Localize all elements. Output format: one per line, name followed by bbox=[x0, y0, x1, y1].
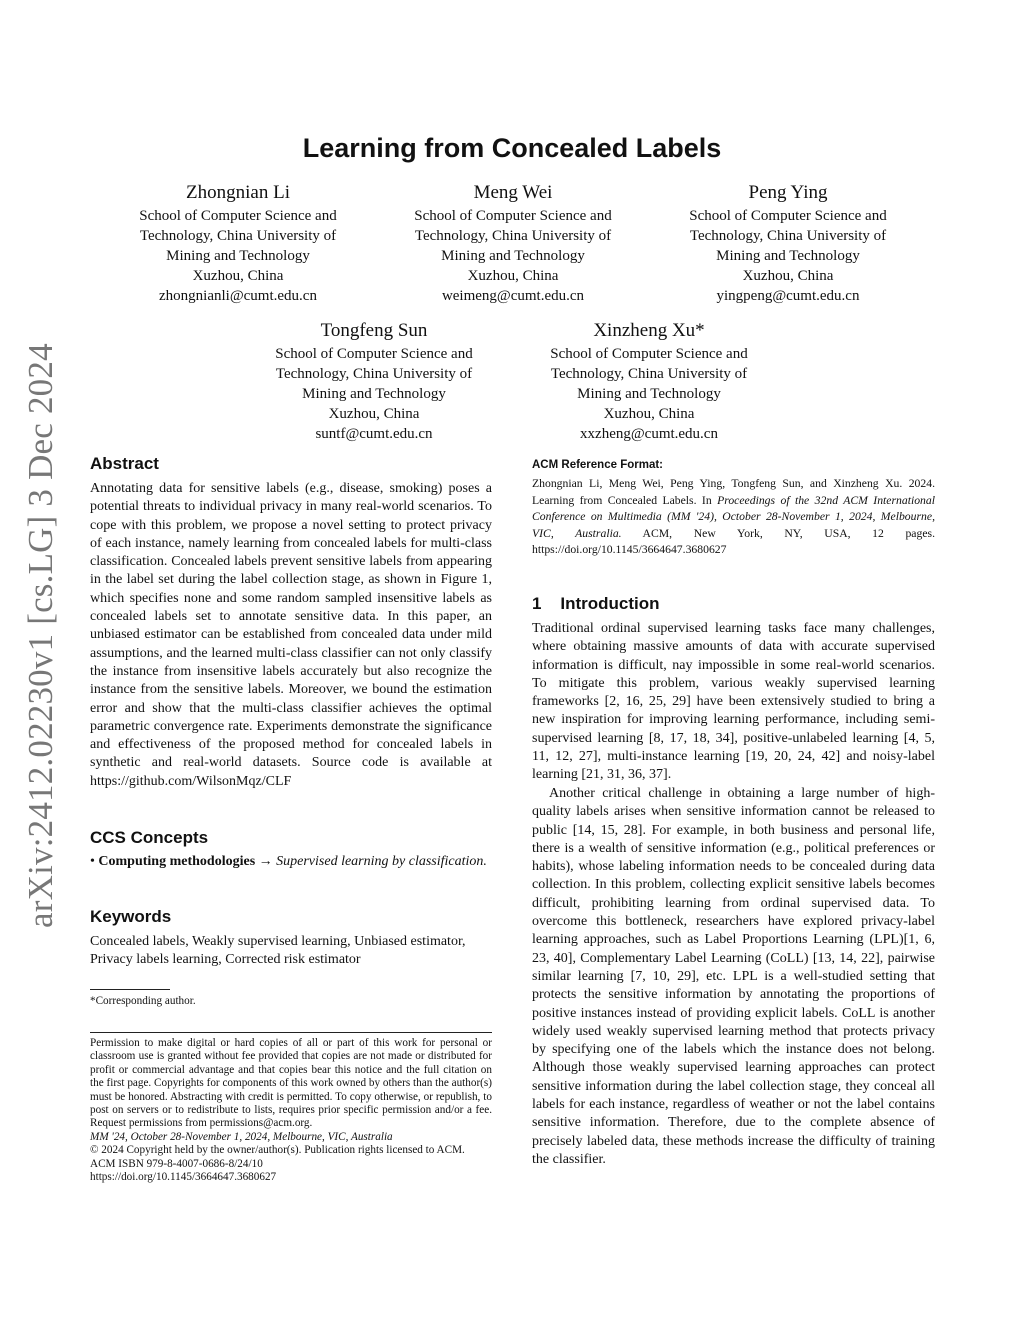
author-affiliation: Technology, China University of bbox=[414, 228, 612, 244]
acm-ref-text bbox=[532, 476, 935, 559]
keywords-heading: Keywords bbox=[90, 907, 172, 926]
footnote-divider bbox=[90, 989, 170, 990]
ccs-concepts bbox=[90, 853, 492, 871]
author-affiliation: School of Computer Science and bbox=[414, 208, 612, 224]
author-affiliation: Mining and Technology bbox=[441, 248, 585, 264]
author-affiliation: Mining and Technology bbox=[166, 248, 310, 264]
venue: MM '24, October 28-November 1, 2024, Melbourne, VIC, Australia bbox=[90, 1130, 393, 1143]
acm-ref-authors: Zhongnian Li, Meng Wei, Peng Ying, Tongfeng Sun, and Xinzheng Xu. 2024. Learning from Concealed Labels. In bbox=[532, 477, 935, 507]
author-affiliation: School of Computer Science and bbox=[139, 208, 337, 224]
ccs-subcategory: Supervised learning by classification. bbox=[276, 854, 487, 869]
author-affiliation: School of Computer Science and bbox=[689, 208, 887, 224]
intro-paragraph-2: Another critical challenge in obtaining a large number of high-quality labels arises when sensitive information cannot be released to public [14, 15, 28]. For example, in both business and personal life, there is a wealth of sensitive information (e.g., political preferences or habits), whose labeling information needs to be concealed during data collection. In this problem, collecting explicit sensitive labels becomes difficult, prohibiting learning from ordinal supervised data. To overcome this bottleneck, researchers have explored privacy-label learning approaches, such as Label Proportions Learning (LPL)[1, 6, 23, 40], Complementary Label Learning (CoLL) [13, 14, 22], pairwise similar learning [7, 10, 29], etc. LPL is a well-studied setting that protects the sensitive information by annotating the proportions of positive instances instead of providing explicit labels. CoLL is another widely used weakly supervised learning method that protects privacy by specifying one of the labels which the instance does not belong. Although those weakly supervised learning approaches can protect sensitive information during the label collection stage, they conceal all labels for each instance, regardless of weather or not the label contains sensitive information. Therefore, due to the complete absence of precisely labeled data, these methods increase the difficulty of training the classifier. bbox=[532, 786, 935, 1167]
acm-ref-heading: ACM Reference Format: bbox=[532, 459, 663, 471]
author-affiliation: Mining and Technology bbox=[716, 248, 860, 264]
author-city: Xuzhou, China bbox=[742, 268, 834, 284]
author-name: Meng Wei bbox=[473, 182, 553, 203]
author-email[interactable]: suntf@cumt.edu.cn bbox=[315, 426, 433, 442]
author-affiliation: Technology, China University of bbox=[275, 366, 473, 382]
author-email[interactable]: weimeng@cumt.edu.cn bbox=[441, 288, 585, 304]
acm-ref-proceedings: Proceedings of the 32nd ACM International Conference on Multimedia (MM '24), October 28-November 1, 2024, Melbourne, VIC, Australia. bbox=[532, 493, 935, 540]
intro-heading: 1 Introduction bbox=[532, 594, 660, 613]
author-city: Xuzhou, China bbox=[328, 406, 420, 422]
author-affiliation: Mining and Technology bbox=[302, 386, 446, 402]
author-affiliation: School of Computer Science and bbox=[275, 346, 473, 362]
author-name: Peng Ying bbox=[748, 182, 828, 203]
author-city: Xuzhou, China bbox=[192, 268, 284, 284]
author-block bbox=[524, 318, 774, 444]
author-affiliation: Technology, China University of bbox=[689, 228, 887, 244]
abstract-heading: Abstract bbox=[90, 454, 159, 473]
ccs-category: Computing methodologies bbox=[98, 854, 256, 869]
ccs-heading: CCS Concepts bbox=[90, 828, 209, 847]
permission-text: Permission to make digital or hard copies of all or part of this work for personal or classroom use is granted without fee provided that copies are not made or distributed for profit or commercial advantage and that copies bear this notice and the full citation on the first page. Copyrights for components of this work owned by others than the author(s) must be honored. Abstracting with credit is permitted. To copy otherwise, or republish, to post on servers or to redistribute to lists, requires prior specific permission and/or a fee. Request permissions from permissions@acm.org. bbox=[90, 1037, 492, 1130]
author-affiliation: Mining and Technology bbox=[577, 386, 721, 402]
venue-line bbox=[90, 1131, 492, 1144]
author-block bbox=[388, 180, 638, 306]
author-city: Xuzhou, China bbox=[467, 268, 559, 284]
author-email[interactable]: xxzheng@cumt.edu.cn bbox=[580, 426, 718, 442]
abstract-text: Annotating data for sensitive labels (e.g., disease, smoking) poses a potential threats to individual privacy in many real-world scenarios. To cope with this problem, we propose a novel setting to protect privacy of each instance, namely learning from concealed labels for multi-class classification. Concealed labels prevent sensitive labels from appearing in the label set during the label collection stage, as shown in Figure 1, which specifies none and some random sampled insensitive labels as concealed labels set to annotate sensitive data. In this paper, an unbiased estimator can be established from concealed data under mild assumptions, and the learned multi-class classifier can not only classify the instance from insensitive labels accurately but also recognize the instance from the sensitive labels. Moreover, we bound the estimation error and show that the multi-class classifier achieves the optimal parametric convergence rate. Experiments demonstrate the significance and effectiveness of the proposed method for concealed labels in synthetic and real-world datasets. Source code is available at https://github.com/WilsonMqz/CLF bbox=[90, 481, 492, 789]
intro-paragraph-1: Traditional ordinal supervised learning tasks face many challenges, where obtaining massive amounts of data with accurate supervised information is difficult, nay impossible in some real-world scenarios. To mitigate this problem, various weakly supervised learning frameworks [2, 16, 25, 29] have been extensively studied to bring a new inspiration for improving learning performance, including semi-supervised learning [8, 17, 18, 34], positive-unlabeled learning [4, 5, 11, 12, 27], multi-instance learning [19, 20, 24, 42] and noisy-label learning [21, 31, 36, 37]. bbox=[532, 621, 935, 783]
ccs-arrow: → bbox=[255, 854, 277, 869]
author-email[interactable]: yingpeng@cumt.edu.cn bbox=[716, 288, 860, 304]
keywords-text: Concealed labels, Weakly supervised learning, Unbiased estimator, Privacy labels learning, Corrected risk estimator bbox=[90, 934, 466, 968]
author-email[interactable]: zhongnianli@cumt.edu.cn bbox=[159, 288, 317, 304]
author-block bbox=[249, 318, 499, 444]
author-block bbox=[113, 180, 363, 306]
author-affiliation: School of Computer Science and bbox=[550, 346, 748, 362]
acm-ref-publisher: ACM, New York, NY, USA, 12 pages. https://doi.org/10.1145/3664647.3680627 bbox=[532, 526, 935, 556]
author-affiliation: Technology, China University of bbox=[139, 228, 337, 244]
author-city: Xuzhou, China bbox=[603, 406, 695, 422]
author-block bbox=[663, 180, 913, 306]
arxiv-identifier: arXiv:2412.02230v1 [cs.LG] 3 Dec 2024 bbox=[21, 343, 60, 928]
isbn-line: ACM ISBN 979-8-4007-0686-8/24/10 bbox=[90, 1157, 263, 1170]
ccs-bullet: • bbox=[90, 854, 99, 869]
author-name: Xinzheng Xu* bbox=[593, 320, 705, 341]
author-name: Zhongnian Li bbox=[186, 182, 290, 203]
author-name: Tongfeng Sun bbox=[320, 320, 428, 341]
author-affiliation: Technology, China University of bbox=[550, 366, 748, 382]
doi-link[interactable]: https://doi.org/10.1145/3664647.3680627 bbox=[90, 1171, 277, 1184]
permission-divider bbox=[90, 1032, 492, 1033]
paper-title: Learning from Concealed Labels bbox=[302, 133, 722, 163]
copyright-line: © 2024 Copyright held by the owner/author(s). Publication rights licensed to ACM. bbox=[90, 1144, 465, 1157]
footnote: *Corresponding author. bbox=[90, 995, 196, 1007]
permission-block bbox=[90, 1037, 492, 1184]
